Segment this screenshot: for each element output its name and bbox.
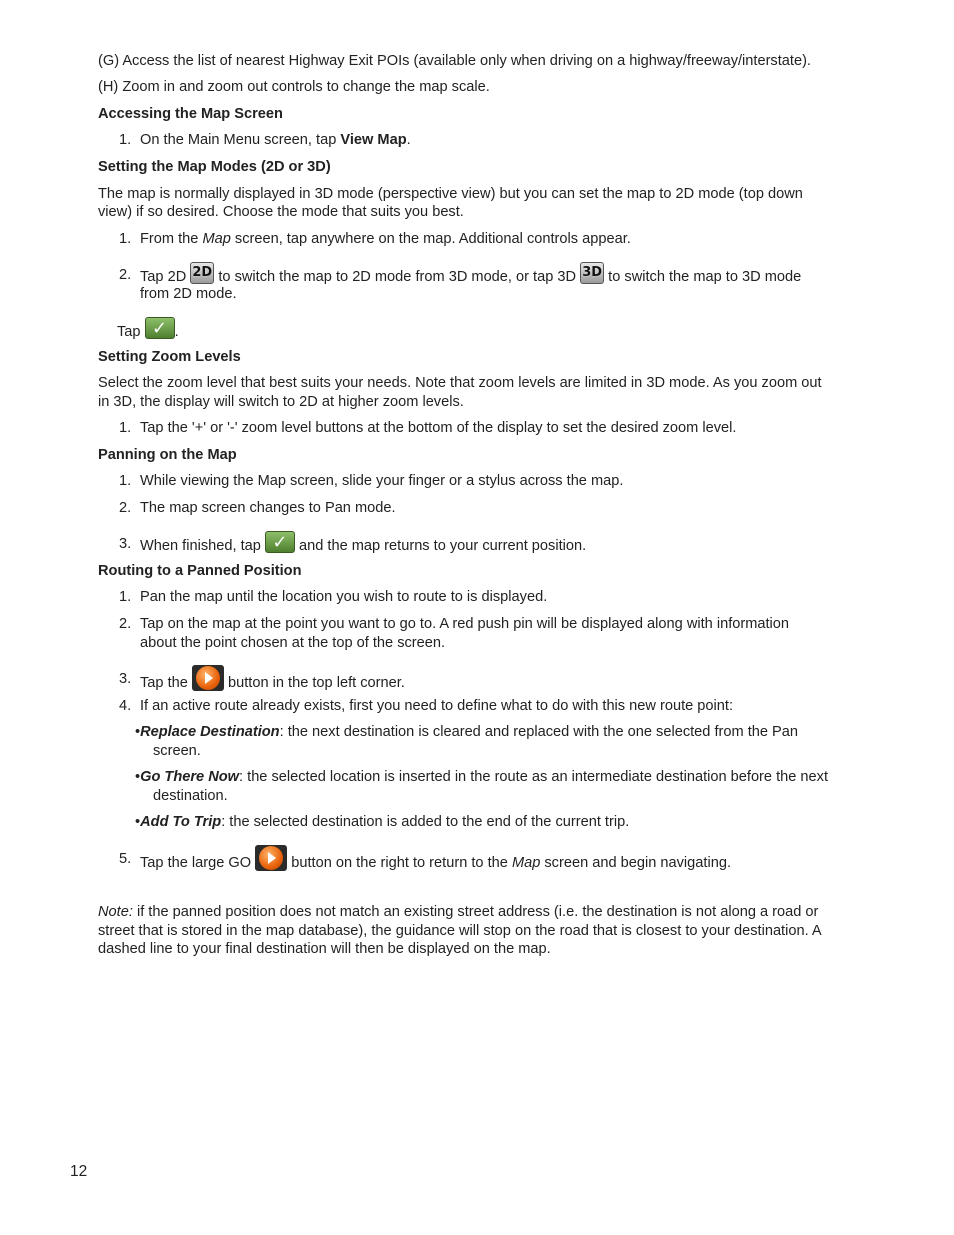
step-text: Tap the bbox=[140, 674, 192, 691]
intro-item-g: (G) Access the list of nearest Highway Exit POIs (available only when driving on a highway/freeway/interstate). bbox=[98, 53, 811, 69]
step-number: 2. bbox=[119, 500, 132, 516]
bullet-icon: • bbox=[135, 724, 141, 740]
panning-step-1 bbox=[119, 472, 624, 491]
modes-step-2 bbox=[119, 265, 802, 288]
routing-bullet-go-there-now bbox=[135, 768, 828, 787]
step-em-text: Map bbox=[202, 231, 231, 247]
modes-tap-confirm bbox=[117, 318, 179, 343]
step-number: 1. bbox=[119, 589, 132, 605]
step-number: 4. bbox=[119, 698, 132, 714]
heading-routing: Routing to a Panned Position bbox=[98, 563, 302, 579]
step-text: While viewing the Map screen, slide your finger or a stylus across the map. bbox=[140, 473, 624, 489]
3d-mode-icon: 3D bbox=[580, 262, 604, 284]
routing-step-1 bbox=[119, 588, 548, 607]
step-text-end: . bbox=[406, 132, 411, 148]
step-bold-text: View Map bbox=[340, 132, 407, 148]
modes-paragraph-line-1: The map is normally displayed in 3D mode (perspective view) but you can set the map to 2D mode (top down bbox=[98, 186, 803, 202]
step-text: Tap 2D bbox=[140, 268, 191, 285]
bullet-text: : the next destination is cleared and replaced with the one selected from the Pan bbox=[279, 724, 799, 740]
routing-bullet-replace-destination-continued: screen. bbox=[153, 743, 201, 759]
routing-step-5 bbox=[119, 850, 731, 876]
step-text-end: to switch the map to 3D mode bbox=[604, 268, 802, 285]
step-number: 3. bbox=[119, 536, 132, 552]
intro-item-h: (H) Zoom in and zoom out controls to change the map scale. bbox=[98, 79, 490, 95]
routing-step-4 bbox=[119, 697, 733, 716]
step-number: 1. bbox=[119, 420, 132, 436]
step-text: Pan the map until the location you wish to route to is displayed. bbox=[140, 589, 548, 605]
step-number: 2. bbox=[119, 267, 132, 283]
step-number: 1. bbox=[119, 231, 132, 247]
play-triangle bbox=[205, 672, 213, 684]
zoom-paragraph-line-1: Select the zoom level that best suits your needs. Note that zoom levels are limited in 3D mode. As you zoom out bbox=[98, 375, 822, 391]
modes-paragraph-line-2: view) if so desired. Choose the mode that suits you best. bbox=[98, 204, 464, 220]
modes-step-1 bbox=[119, 230, 631, 249]
step-text: Tap the large GO bbox=[140, 854, 256, 871]
heading-zoom-levels: Setting Zoom Levels bbox=[98, 349, 241, 365]
routing-bullet-add-to-trip bbox=[135, 813, 629, 832]
step-text: On the Main Menu screen, tap bbox=[140, 132, 341, 148]
step-number: 1. bbox=[119, 473, 132, 489]
checkmark-icon: ✓ bbox=[265, 531, 295, 553]
zoom-paragraph-line-2: in 3D, the display will switch to 2D at higher zoom levels. bbox=[98, 394, 464, 410]
step-text-mid: to switch the map to 2D mode from 3D mode, or tap 3D bbox=[214, 268, 581, 285]
panning-step-2 bbox=[119, 499, 396, 518]
step-number: 5. bbox=[119, 851, 132, 867]
2d-mode-icon: 2D bbox=[190, 262, 214, 284]
bullet-text: : the selected destination is added to the end of the current trip. bbox=[221, 814, 630, 830]
step-text-end: and the map returns to your current position. bbox=[294, 537, 587, 554]
panning-step-3 bbox=[119, 532, 587, 557]
note-line-1 bbox=[98, 903, 818, 922]
tap-text: Tap bbox=[117, 323, 145, 340]
step-number: 1. bbox=[119, 132, 132, 148]
heading-panning: Panning on the Map bbox=[98, 447, 237, 463]
step-text-mid: button on the right to return to the bbox=[287, 854, 512, 871]
step-text: From the bbox=[140, 231, 203, 247]
step-number: 2. bbox=[119, 616, 132, 632]
step-text-end: screen and begin navigating. bbox=[540, 854, 731, 871]
routing-bullet-replace-destination bbox=[135, 723, 798, 742]
step-text: Tap the '+' or '-' zoom level buttons at the bottom of the display to set the desired zoom level. bbox=[140, 420, 737, 436]
step-text-end: button in the top left corner. bbox=[223, 674, 405, 691]
bullet-term: Go There Now bbox=[140, 769, 240, 785]
tap-text-end: . bbox=[174, 323, 179, 340]
routing-step-2-continued: about the point chosen at the top of the screen. bbox=[140, 635, 446, 651]
heading-map-modes: Setting the Map Modes (2D or 3D) bbox=[98, 159, 331, 175]
step-text: The map screen changes to Pan mode. bbox=[140, 500, 396, 516]
note-line-2: street that is stored in the map database), the guidance will stop on the road that is closest to your destination. A bbox=[98, 923, 822, 939]
accessing-step-1 bbox=[119, 131, 411, 150]
step-text: When finished, tap bbox=[140, 537, 265, 554]
bullet-term: Replace Destination bbox=[140, 724, 280, 740]
step-text: If an active route already exists, first you need to define what to do with this new route point: bbox=[140, 698, 733, 714]
play-triangle bbox=[268, 852, 276, 864]
bullet-icon: • bbox=[135, 814, 141, 830]
go-play-icon bbox=[192, 665, 224, 691]
note-line-3: dashed line to your final destination will then be displayed on the map. bbox=[98, 941, 551, 957]
step-number: 3. bbox=[119, 671, 132, 687]
step-text: Tap on the map at the point you want to go to. A red push pin will be displayed along with information bbox=[140, 616, 790, 632]
checkmark-icon: ✓ bbox=[145, 317, 175, 339]
routing-step-2 bbox=[119, 615, 790, 634]
routing-step-3 bbox=[119, 670, 405, 696]
bullet-icon: • bbox=[135, 769, 141, 785]
zoom-step-1 bbox=[119, 419, 737, 438]
bullet-text: : the selected location is inserted in the route as an intermediate destination before the next bbox=[239, 769, 829, 785]
note-label: Note: bbox=[98, 904, 133, 920]
note-text: if the panned position does not match an existing street address (i.e. the destination is not along a road or bbox=[132, 904, 819, 920]
go-play-icon bbox=[255, 845, 287, 871]
modes-step-2-continued: from 2D mode. bbox=[140, 286, 237, 302]
heading-accessing-map: Accessing the Map Screen bbox=[98, 106, 283, 122]
step-em-text: Map bbox=[511, 854, 541, 871]
step-text-end: screen, tap anywhere on the map. Additional controls appear. bbox=[230, 231, 631, 247]
routing-bullet-go-there-now-continued: destination. bbox=[153, 788, 228, 804]
bullet-term: Add To Trip bbox=[140, 814, 222, 830]
page-number: 12 bbox=[70, 1163, 88, 1180]
